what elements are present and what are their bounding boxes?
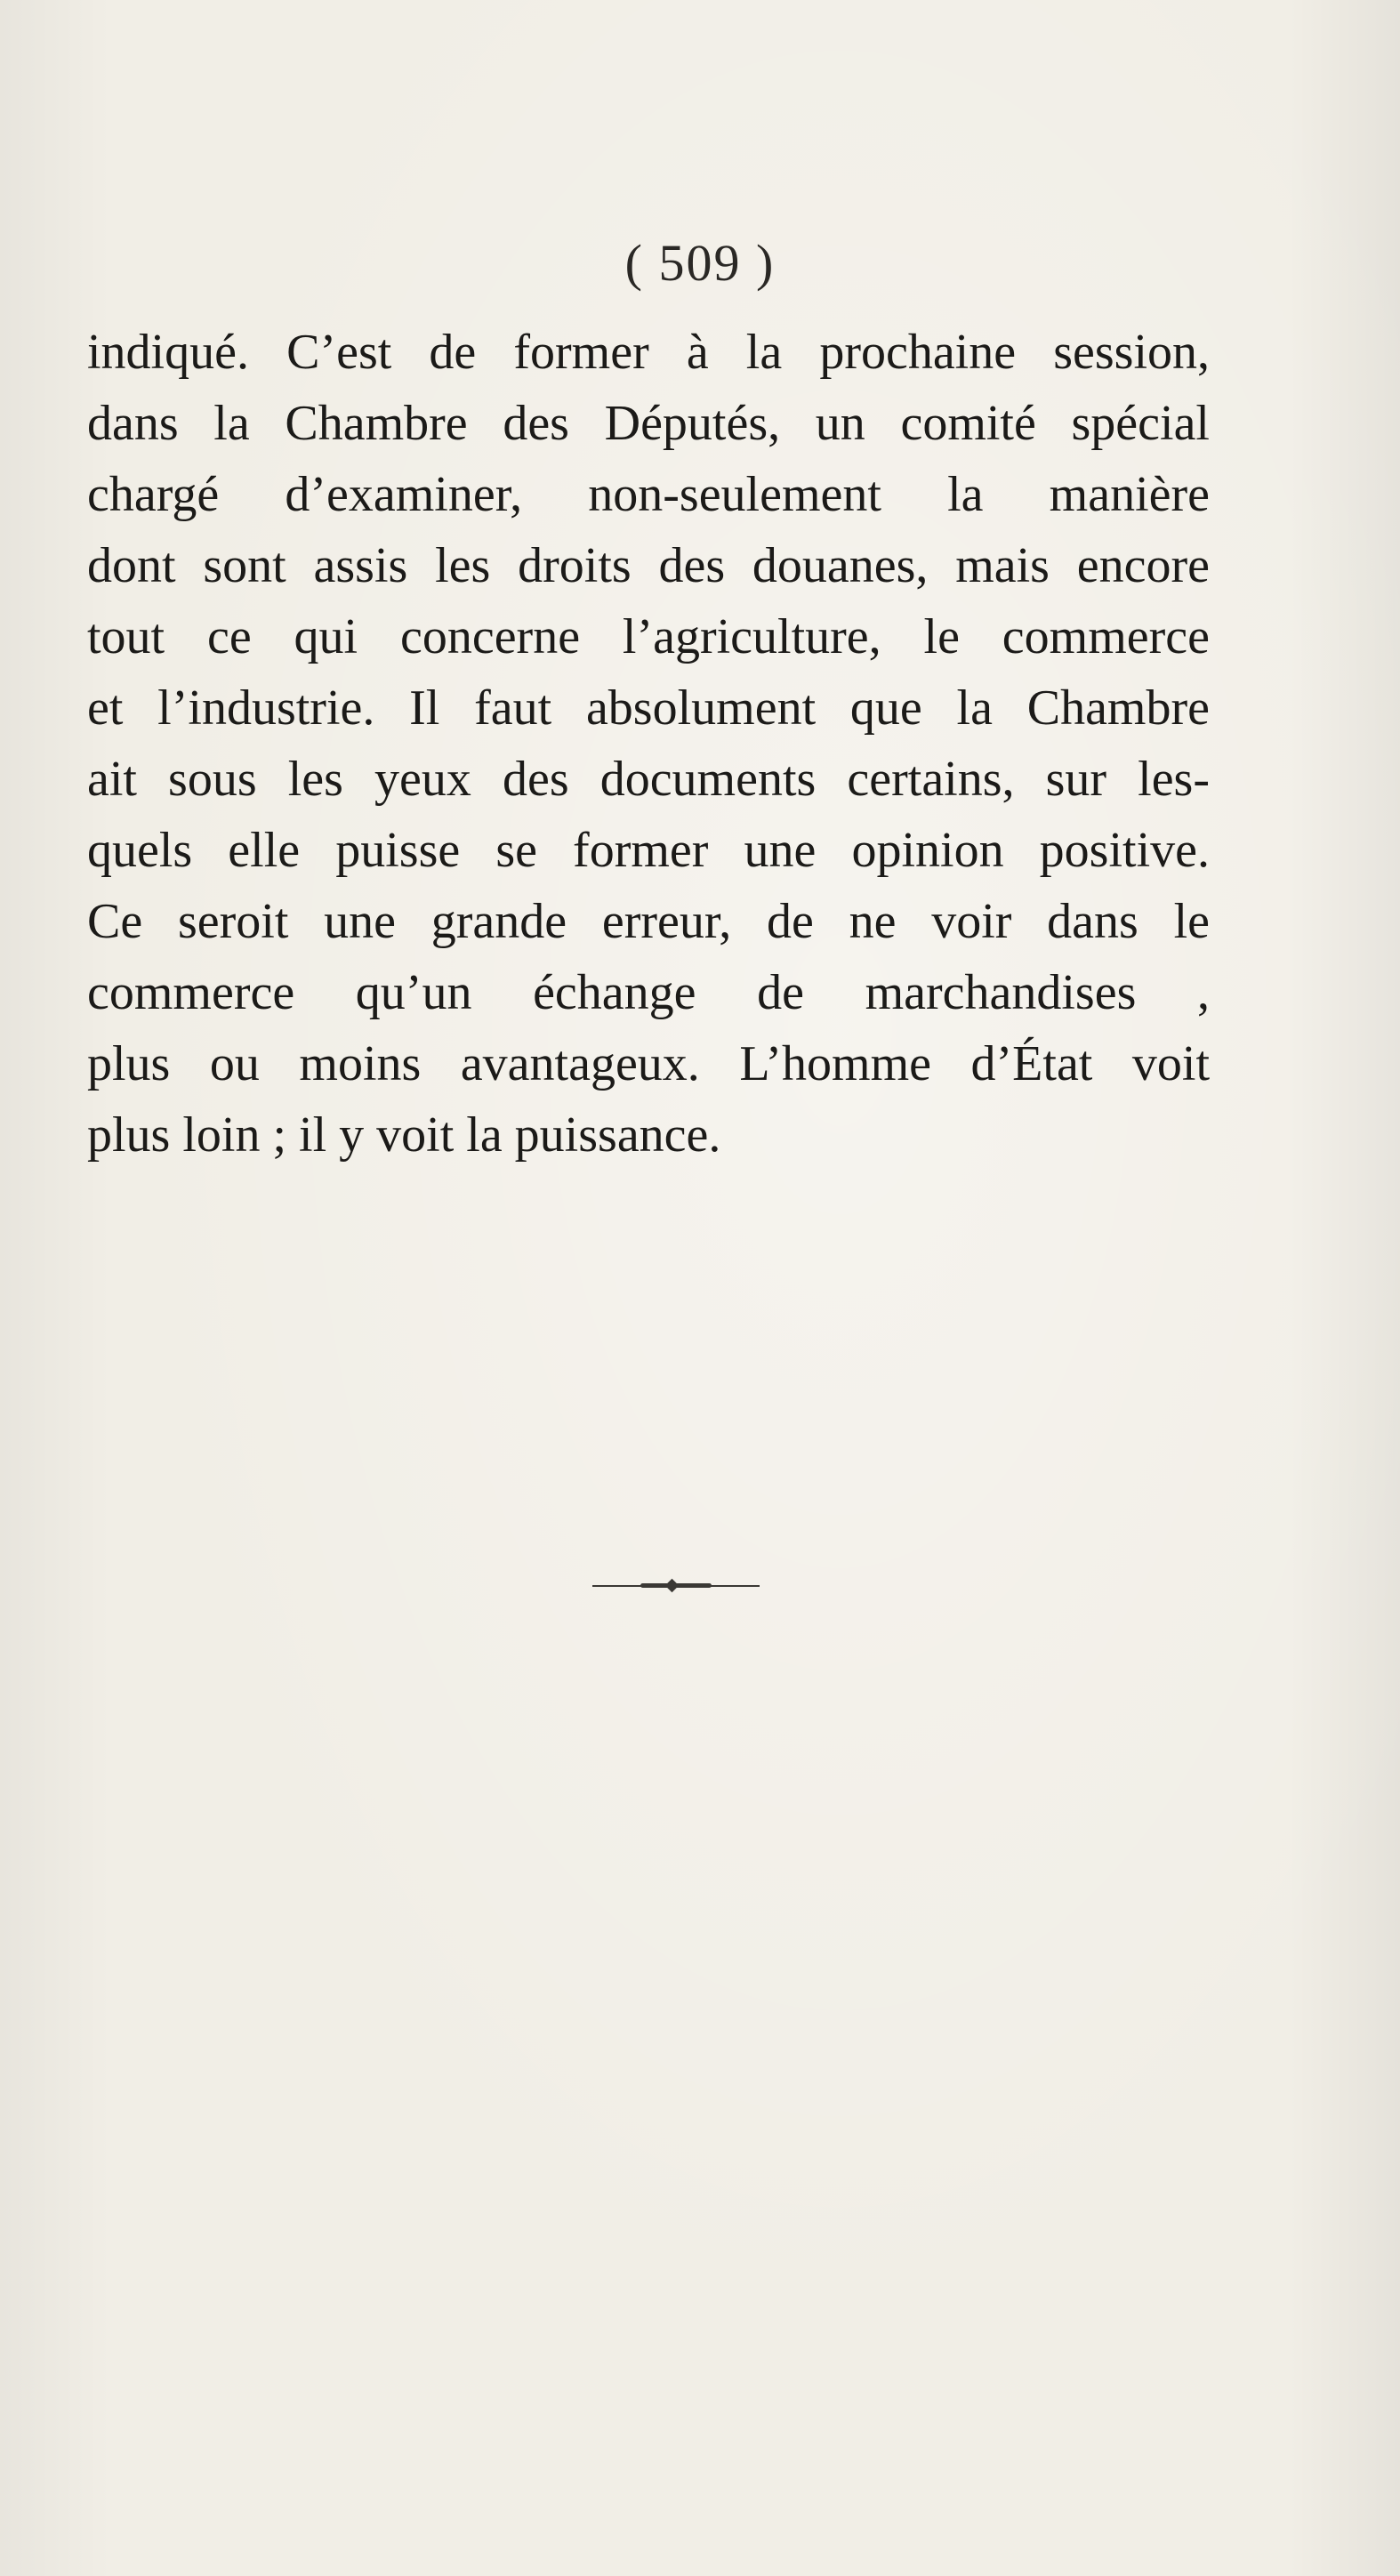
- body-text: [87, 317, 1210, 1171]
- text-line: indiqué. C’est de former à la prochaine session,: [87, 325, 1210, 380]
- text-line: tout ce qui concerne l’agriculture, le commerce: [87, 609, 1210, 664]
- diamond-ornament-icon: [665, 1579, 680, 1593]
- text-line: dans la Chambre des Députés, un comité spécial: [87, 396, 1210, 451]
- text-line: chargé d’examiner, non-seulement la manière: [87, 467, 1210, 522]
- text-line: Ce seroit une grande erreur, de ne voir dans le: [87, 894, 1210, 949]
- text-line: plus ou moins avantageux. L’homme d’État voit: [87, 1036, 1210, 1091]
- text-line: commerce qu’un échange de marchandises ,: [87, 965, 1210, 1020]
- section-divider-ornament: [592, 1580, 760, 1592]
- text-line: dont sont assis les droits des douanes, mais encore: [87, 538, 1210, 593]
- text-line: ait sous les yeux des documents certains, sur les-: [87, 752, 1210, 807]
- page-number: ( 509 ): [624, 234, 776, 292]
- text-line: quels elle puisse se former une opinion positive.: [87, 823, 1210, 878]
- text-line: et l’industrie. Il faut absolument que la Chambre: [87, 680, 1210, 736]
- text-line: plus loin ; il y voit la puissance.: [87, 1107, 721, 1163]
